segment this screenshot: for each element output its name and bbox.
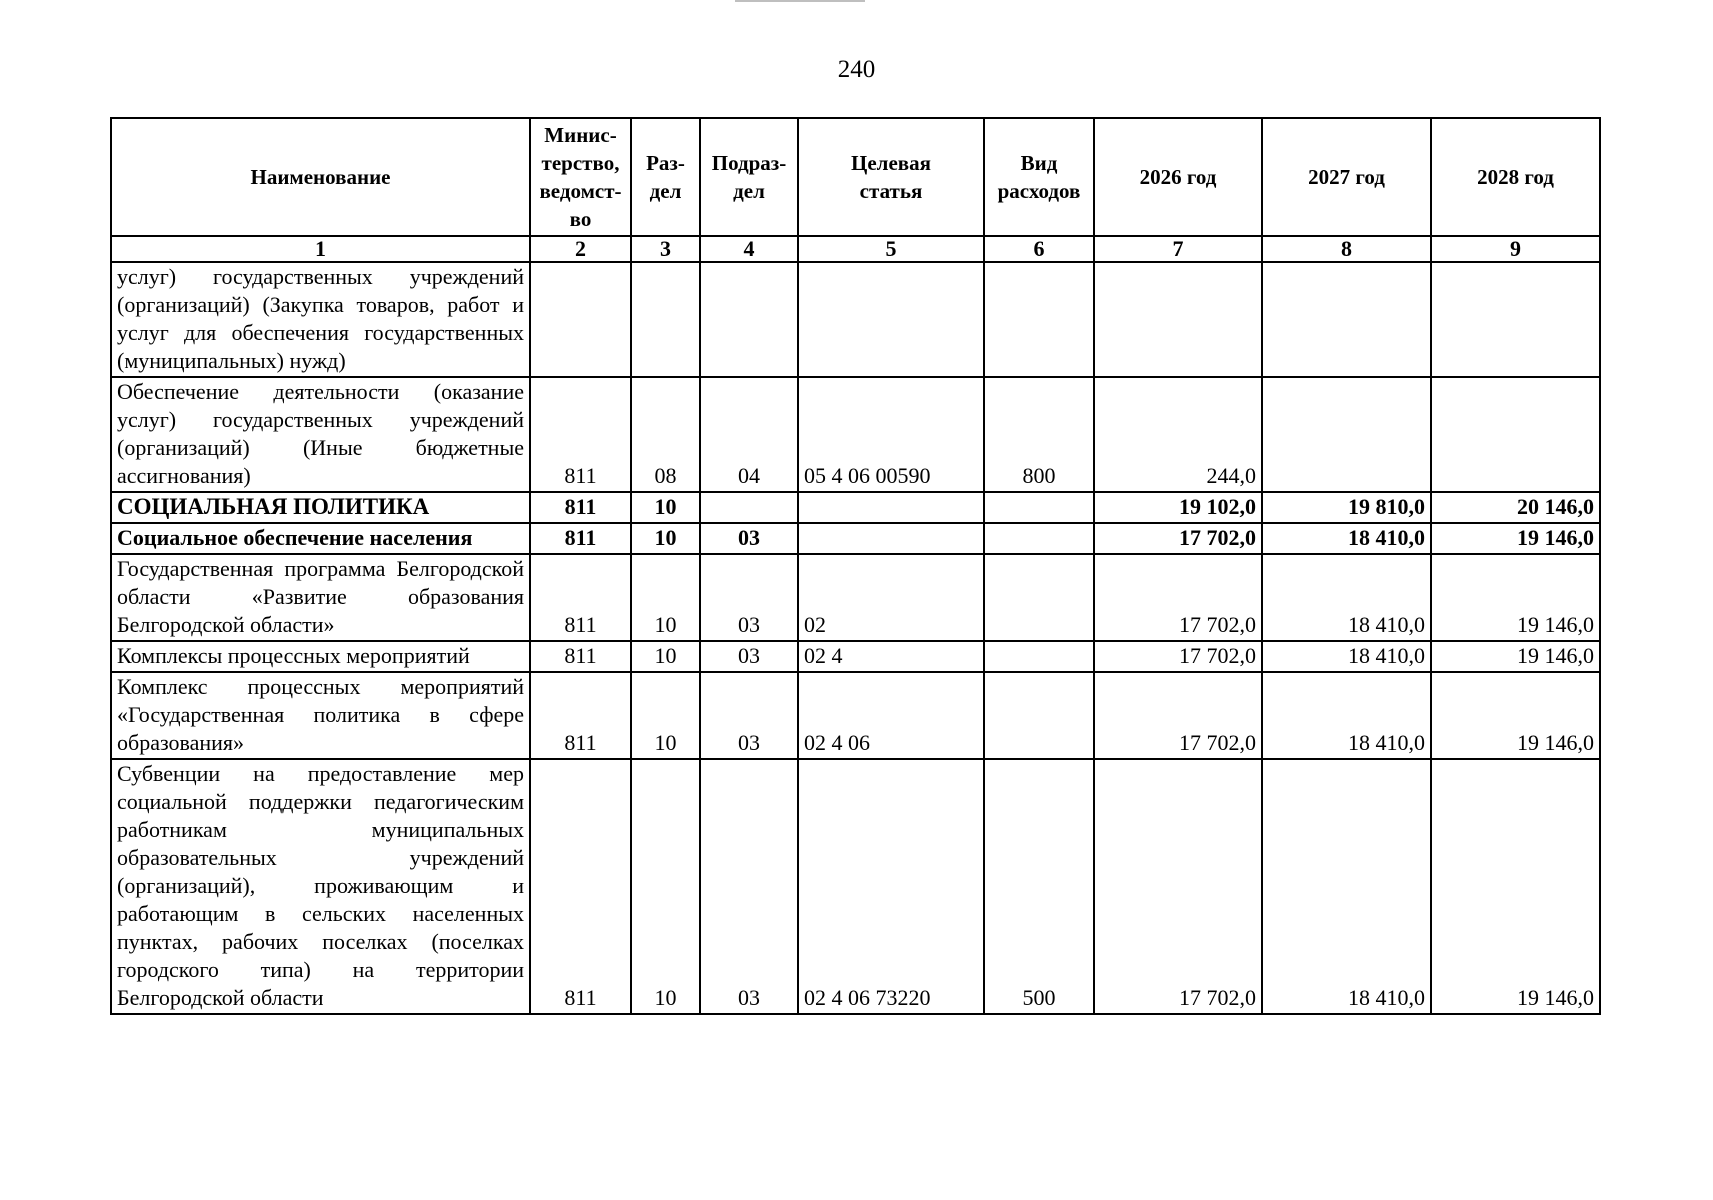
row-target bbox=[798, 492, 984, 523]
header-2028: 2028 год bbox=[1431, 118, 1600, 236]
header-section: Раз- дел bbox=[631, 118, 700, 236]
table-row bbox=[111, 523, 1600, 554]
row-section: 10 bbox=[631, 641, 700, 672]
row-target: 05 4 06 00590 bbox=[798, 377, 984, 492]
header-ministry: Минис- терство, ведомст- во bbox=[530, 118, 631, 236]
row-ministry: 811 bbox=[530, 759, 631, 1014]
row-2026: 244,0 bbox=[1094, 377, 1262, 492]
header-expense-type: Вид расходов bbox=[984, 118, 1094, 236]
row-ministry: 811 bbox=[530, 672, 631, 759]
row-2027: 18 410,0 bbox=[1262, 554, 1431, 641]
row-subsection: 03 bbox=[700, 759, 798, 1014]
row-2027 bbox=[1262, 377, 1431, 492]
row-target: 02 4 bbox=[798, 641, 984, 672]
row-2027: 19 810,0 bbox=[1262, 492, 1431, 523]
row-subsection: 03 bbox=[700, 641, 798, 672]
row-2027: 18 410,0 bbox=[1262, 759, 1431, 1014]
row-section: 10 bbox=[631, 672, 700, 759]
row-name: Государственная программа Белгородской области «Развитие образования Белгородской области» bbox=[111, 554, 530, 641]
row-2028: 19 146,0 bbox=[1431, 641, 1600, 672]
row-subsection bbox=[700, 492, 798, 523]
row-2028: 19 146,0 bbox=[1431, 672, 1600, 759]
row-2028: 19 146,0 bbox=[1431, 554, 1600, 641]
row-ministry: 811 bbox=[530, 641, 631, 672]
row-subsection bbox=[700, 262, 798, 377]
column-number: 9 bbox=[1431, 236, 1600, 262]
row-subsection: 03 bbox=[700, 672, 798, 759]
row-2026: 17 702,0 bbox=[1094, 759, 1262, 1014]
column-number: 6 bbox=[984, 236, 1094, 262]
row-expense-type bbox=[984, 523, 1094, 554]
column-number: 8 bbox=[1262, 236, 1431, 262]
row-2027: 18 410,0 bbox=[1262, 672, 1431, 759]
row-ministry: 811 bbox=[530, 554, 631, 641]
top-scan-mark bbox=[735, 0, 865, 2]
row-target bbox=[798, 523, 984, 554]
row-section: 10 bbox=[631, 492, 700, 523]
header-row bbox=[111, 118, 1600, 236]
row-expense-type bbox=[984, 672, 1094, 759]
row-2027: 18 410,0 bbox=[1262, 523, 1431, 554]
row-subsection: 03 bbox=[700, 523, 798, 554]
row-name: Комплекс процессных мероприятий «Государственная политика в сфере образования» bbox=[111, 672, 530, 759]
table-row bbox=[111, 262, 1600, 377]
column-number: 4 bbox=[700, 236, 798, 262]
column-number: 5 bbox=[798, 236, 984, 262]
row-2028 bbox=[1431, 262, 1600, 377]
row-name: услуг) государственных учреждений (организаций) (Закупка товаров, работ и услуг для обеспечения государственных (муниципальных) нужд) bbox=[111, 262, 530, 377]
row-expense-type bbox=[984, 492, 1094, 523]
column-number-row bbox=[111, 236, 1600, 262]
row-subsection: 03 bbox=[700, 554, 798, 641]
row-2028: 19 146,0 bbox=[1431, 759, 1600, 1014]
row-section bbox=[631, 262, 700, 377]
table-row bbox=[111, 377, 1600, 492]
row-2026 bbox=[1094, 262, 1262, 377]
header-name: Наименование bbox=[111, 118, 530, 236]
row-target bbox=[798, 262, 984, 377]
row-2028 bbox=[1431, 377, 1600, 492]
row-expense-type: 500 bbox=[984, 759, 1094, 1014]
row-section: 10 bbox=[631, 759, 700, 1014]
row-expense-type: 800 bbox=[984, 377, 1094, 492]
row-2026: 17 702,0 bbox=[1094, 672, 1262, 759]
row-expense-type bbox=[984, 262, 1094, 377]
row-2027: 18 410,0 bbox=[1262, 641, 1431, 672]
column-number: 3 bbox=[631, 236, 700, 262]
row-ministry: 811 bbox=[530, 492, 631, 523]
table-row bbox=[111, 554, 1600, 641]
row-ministry bbox=[530, 262, 631, 377]
row-section: 10 bbox=[631, 523, 700, 554]
column-number: 7 bbox=[1094, 236, 1262, 262]
header-target: Целевая статья bbox=[798, 118, 984, 236]
column-number: 1 bbox=[111, 236, 530, 262]
row-section: 08 bbox=[631, 377, 700, 492]
table-row bbox=[111, 672, 1600, 759]
row-name: Комплексы процессных мероприятий bbox=[111, 641, 530, 672]
table-row bbox=[111, 492, 1600, 523]
row-2027 bbox=[1262, 262, 1431, 377]
column-number: 2 bbox=[530, 236, 631, 262]
row-target: 02 4 06 bbox=[798, 672, 984, 759]
row-2028: 19 146,0 bbox=[1431, 523, 1600, 554]
row-target: 02 4 06 73220 bbox=[798, 759, 984, 1014]
row-expense-type bbox=[984, 554, 1094, 641]
row-target: 02 bbox=[798, 554, 984, 641]
row-ministry: 811 bbox=[530, 377, 631, 492]
row-expense-type bbox=[984, 641, 1094, 672]
row-subsection: 04 bbox=[700, 377, 798, 492]
row-name: Социальное обеспечение населения bbox=[111, 523, 530, 554]
table-row bbox=[111, 641, 1600, 672]
header-2027: 2027 год bbox=[1262, 118, 1431, 236]
row-2028: 20 146,0 bbox=[1431, 492, 1600, 523]
header-subsection: Подраз- дел bbox=[700, 118, 798, 236]
table-row bbox=[111, 759, 1600, 1014]
page-number: 240 bbox=[837, 56, 876, 83]
row-ministry: 811 bbox=[530, 523, 631, 554]
budget-table bbox=[110, 117, 1601, 1015]
header-2026: 2026 год bbox=[1094, 118, 1262, 236]
row-2026: 17 702,0 bbox=[1094, 554, 1262, 641]
row-name: СОЦИАЛЬНАЯ ПОЛИТИКА bbox=[111, 492, 530, 523]
row-2026: 17 702,0 bbox=[1094, 523, 1262, 554]
row-2026: 17 702,0 bbox=[1094, 641, 1262, 672]
row-name: Обеспечение деятельности (оказание услуг) государственных учреждений (организаций) (Иные бюджетные ассигнования) bbox=[111, 377, 530, 492]
row-name: Субвенции на предоставление мер социальной поддержки педагогическим работникам муниципальных образовательных учреждений (организаций), проживающим и работающим в сельских населенных пунктах, рабочих поселках (поселках городского типа) на территории Белгородской области bbox=[111, 759, 530, 1014]
row-2026: 19 102,0 bbox=[1094, 492, 1262, 523]
row-section: 10 bbox=[631, 554, 700, 641]
